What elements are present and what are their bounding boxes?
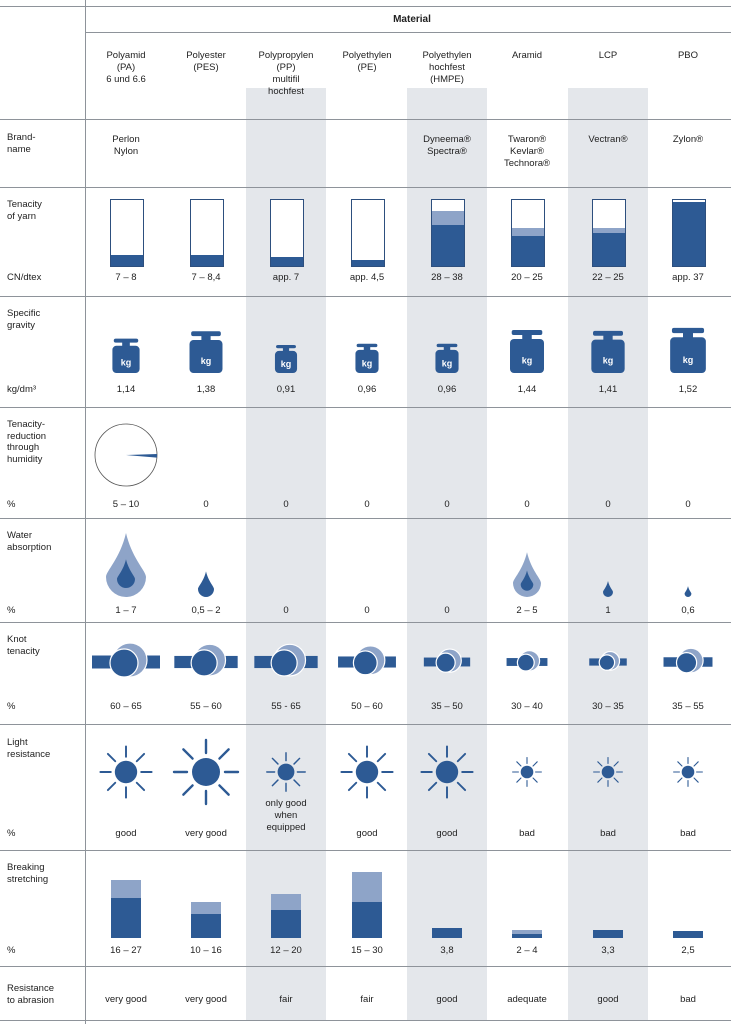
stretch-value: 10 – 16	[190, 945, 222, 956]
brand-name: Twaron® Kevlar® Technora®	[503, 134, 551, 169]
gravity-value: 1,44	[517, 384, 537, 395]
stretch-value: 15 – 30	[351, 945, 383, 956]
material-name: Polyethylen (PE)	[342, 50, 392, 73]
light-value: good	[115, 828, 137, 839]
row-unit-water: %	[7, 605, 16, 616]
row-divider	[0, 119, 731, 120]
stretch-value: 16 – 27	[110, 945, 142, 956]
tenacity-bar-dark	[593, 233, 625, 266]
brand-name: Dyneema® Spectra®	[423, 134, 471, 157]
brand-name: Perlon Nylon	[112, 134, 140, 157]
row-unit-light: %	[7, 828, 16, 839]
row-unit-gravity: kg/dm³	[7, 384, 37, 395]
abrasion-value: bad	[680, 994, 696, 1005]
stretch-bar-dark	[512, 934, 542, 938]
gravity-value: 1,52	[678, 384, 698, 395]
tenacity-bar	[592, 199, 626, 267]
humidity-value: 0	[605, 499, 611, 510]
row-divider	[0, 296, 731, 297]
humidity-value: 0	[203, 499, 209, 510]
tenacity-bar	[351, 199, 385, 267]
row-label-tenacity: Tenacity of yarn	[7, 199, 42, 222]
knot-value: 30 – 35	[592, 701, 624, 712]
tenacity-value: 7 – 8,4	[191, 272, 221, 283]
knot-value: 35 – 50	[431, 701, 463, 712]
abrasion-value: adequate	[507, 994, 547, 1005]
label-column-divider	[85, 0, 86, 1024]
water-value: 0	[283, 605, 289, 616]
water-value: 0	[444, 605, 450, 616]
stretch-bar-dark	[111, 898, 141, 938]
gravity-value: 1,41	[598, 384, 618, 395]
knot-value: 60 – 65	[110, 701, 142, 712]
row-divider	[0, 187, 731, 188]
stretch-bar-dark	[593, 930, 623, 938]
row-label-knot: Knot tenacity	[7, 634, 40, 657]
tenacity-bar-dark	[512, 236, 544, 266]
material-name: PBO	[677, 50, 699, 61]
tenacity-bar	[672, 199, 706, 267]
knot-value: 55 – 60	[190, 701, 222, 712]
row-divider	[0, 407, 731, 408]
humidity-value: 0	[685, 499, 691, 510]
row-unit-stretch: %	[7, 945, 16, 956]
weight-label: kg	[200, 355, 212, 366]
tenacity-bar	[511, 199, 545, 267]
row-divider	[0, 6, 731, 7]
abrasion-value: very good	[185, 994, 227, 1005]
row-divider	[0, 724, 731, 725]
gravity-value: 1,14	[116, 384, 136, 395]
tenacity-value: 20 – 25	[511, 272, 543, 283]
light-value: bad	[680, 828, 696, 839]
material-name: Polypropylen (PP) multifil hochfest	[258, 50, 314, 97]
weight-label: kg	[361, 358, 373, 369]
row-label-stretch: Breaking stretching	[7, 862, 49, 885]
weight-label: kg	[682, 355, 694, 366]
stretch-value: 2 – 4	[516, 945, 538, 956]
row-label-water: Water absorption	[7, 530, 52, 553]
row-label-abrasion: Resistance to abrasion	[7, 983, 55, 1006]
knot-value: 35 – 55	[672, 701, 704, 712]
tenacity-bar-dark	[352, 260, 384, 266]
weight-label: kg	[521, 355, 533, 366]
tenacity-value: app. 37	[672, 272, 704, 283]
tenacity-bar-dark	[111, 255, 143, 266]
row-label-gravity: Specific gravity	[7, 308, 41, 331]
stretch-bar-dark	[191, 914, 221, 938]
humidity-value: 0	[444, 499, 450, 510]
light-value: bad	[519, 828, 535, 839]
tenacity-bar-dark	[271, 257, 303, 266]
tenacity-value: 7 – 8	[115, 272, 137, 283]
knot-value: 50 – 60	[351, 701, 383, 712]
humidity-value: 0	[364, 499, 370, 510]
tenacity-value: app. 4,5	[349, 272, 385, 283]
abrasion-value: good	[597, 994, 619, 1005]
water-value: 0,5 – 2	[191, 605, 221, 616]
abrasion-value: good	[436, 994, 458, 1005]
row-divider	[0, 1020, 731, 1021]
water-value: 2 – 5	[516, 605, 538, 616]
stretch-value: 12 – 20	[270, 945, 302, 956]
humidity-value: 0	[283, 499, 289, 510]
tenacity-bar	[270, 199, 304, 267]
humidity-value: 0	[524, 499, 530, 510]
knot-value: 30 – 40	[511, 701, 543, 712]
brand-name: Zylon®	[672, 134, 704, 145]
weight-label: kg	[280, 358, 292, 369]
gravity-value: 1,38	[196, 384, 216, 395]
tenacity-bar-dark	[673, 202, 705, 266]
weight-label: kg	[120, 357, 132, 368]
tenacity-value: 22 – 25	[592, 272, 624, 283]
stretch-bar-dark	[673, 931, 703, 938]
tenacity-bar-dark	[432, 225, 464, 266]
material-name: Polyethylen hochfest (HMPE)	[422, 50, 472, 85]
weight-label: kg	[602, 355, 614, 366]
row-divider	[0, 622, 731, 623]
stretch-value: 3,8	[440, 945, 454, 956]
stretch-bar-dark	[271, 910, 301, 938]
gravity-value: 0,96	[357, 384, 377, 395]
tenacity-value: 28 – 38	[431, 272, 463, 283]
row-unit-knot: %	[7, 701, 16, 712]
row-label-light: Light resistance	[7, 737, 51, 760]
row-label-brand: Brand- name	[7, 132, 36, 155]
stretch-value: 2,5	[681, 945, 695, 956]
stretch-bar-dark	[352, 902, 382, 938]
brand-name: Vectran®	[588, 134, 628, 145]
material-name: Polyamid (PA) 6 und 6.6	[106, 50, 146, 85]
water-value: 1 – 7	[115, 605, 137, 616]
abrasion-value: fair	[279, 994, 293, 1005]
abrasion-value: fair	[360, 994, 374, 1005]
knot-value: 55 - 65	[271, 701, 301, 712]
material-name: Polyester (PES)	[186, 50, 226, 73]
material-name: Aramid	[511, 50, 543, 61]
gravity-value: 0,96	[437, 384, 457, 395]
table-title: Material	[393, 14, 431, 25]
water-value: 0	[364, 605, 370, 616]
light-value: good	[436, 828, 458, 839]
row-divider	[0, 518, 731, 519]
stretch-value: 3,3	[601, 945, 615, 956]
header-divider	[85, 32, 731, 33]
light-value: good	[356, 828, 378, 839]
humidity-value: 5 – 10	[112, 499, 140, 510]
gravity-value: 0,91	[276, 384, 296, 395]
water-value: 1	[605, 605, 611, 616]
light-value: very good	[185, 828, 227, 839]
weight-label: kg	[441, 358, 453, 369]
row-label-humidity: Tenacity- reduction through humidity	[7, 419, 47, 465]
tenacity-bar	[190, 199, 224, 267]
row-divider	[0, 850, 731, 851]
tenacity-value: app. 7	[272, 272, 300, 283]
water-value: 0,6	[681, 605, 695, 616]
material-name: LCP	[598, 50, 618, 61]
abrasion-value: very good	[105, 994, 147, 1005]
row-divider	[0, 966, 731, 967]
light-value: only good when equipped	[265, 798, 307, 833]
stretch-bar-dark	[432, 928, 462, 938]
row-unit-tenacity: CN/dtex	[7, 272, 42, 283]
tenacity-bar-dark	[191, 255, 223, 266]
tenacity-bar	[110, 199, 144, 267]
light-value: bad	[600, 828, 616, 839]
row-unit-humidity: %	[7, 499, 16, 510]
tenacity-bar	[431, 199, 465, 267]
